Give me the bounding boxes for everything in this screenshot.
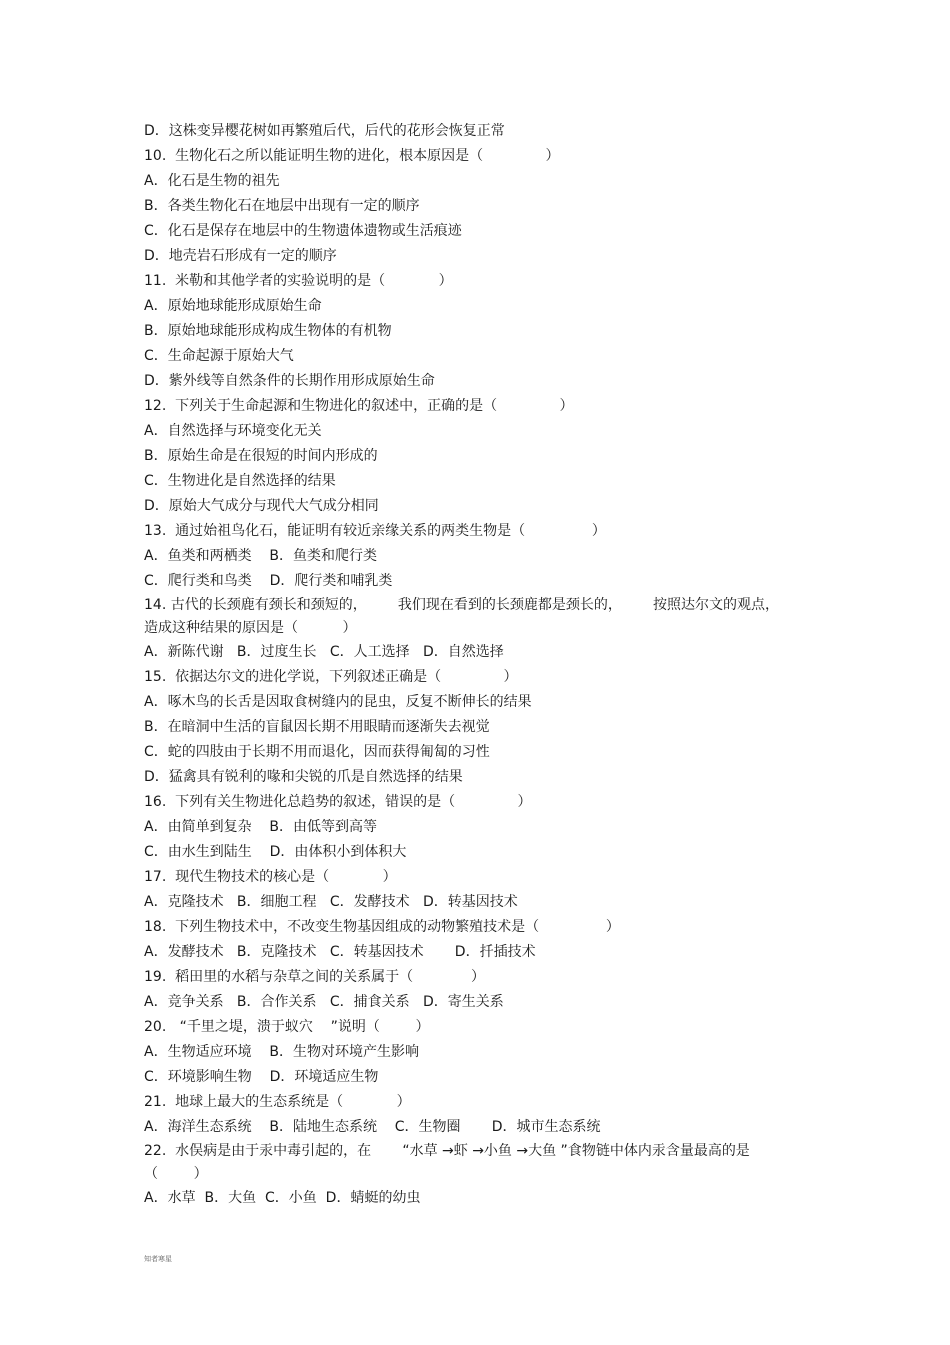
- option-line: A．克隆技术 B．细胞工程 C．发酵技术 D．转基因技术: [144, 894, 518, 910]
- question-line: 17. 现代生物技术的核心是（ ）: [144, 869, 397, 885]
- option-line: A．发酵技术 B．克隆技术 C．转基因技术 D．扦插技术: [144, 944, 536, 960]
- question-line: 22. 水俣病是由于汞中毒引起的，在 “水草 →虾 →小鱼 →大鱼 ”食物链中体内汞含量最高的是: [144, 1143, 750, 1159]
- question-line: 21. 地球上最大的生态系统是（ ）: [144, 1094, 411, 1110]
- option-line: A．鱼类和两栖类 B．鱼类和爬行类: [144, 548, 377, 564]
- option-line: A．自然选择与环境变化无关: [144, 423, 322, 439]
- text-line: D．这株变异樱花树如再繁殖后代，后代的花形会恢复正常: [144, 123, 505, 139]
- page-footer: 知者寒星: [144, 1255, 172, 1263]
- option-line: A．由简单到复杂 B．由低等到高等: [144, 819, 377, 835]
- question-line: 12. 下列关于生命起源和生物进化的叙述中，正确的是（ ）: [144, 398, 574, 414]
- option-line: B．在暗洞中生活的盲鼠因长期不用眼睛而逐渐失去视觉: [144, 719, 490, 735]
- option-line: C．蛇的四肢由于长期不用而退化，因而获得匍匐的习性: [144, 744, 490, 760]
- question-line: 14. 古代的长颈鹿有颈长和颈短的， 我们现在看到的长颈鹿都是颈长的， 按照达尔文的观点，: [144, 597, 780, 613]
- question-line: 13. 通过始祖鸟化石，能证明有较近亲缘关系的两类生物是（ ）: [144, 523, 606, 539]
- option-line: B．原始地球能形成构成生物体的有机物: [144, 323, 392, 339]
- question-text-block: [144, 119, 804, 1211]
- option-line: A．新陈代谢 B．过度生长 C．人工选择 D．自然选择: [144, 644, 504, 660]
- question-line: 11. 米勒和其他学者的实验说明的是（ ）: [144, 273, 453, 289]
- question-line: 15. 依据达尔文的进化学说，下列叙述正确是（ ）: [144, 669, 518, 685]
- option-line: D．地壳岩石形成有一定的顺序: [144, 248, 337, 264]
- option-line: B．各类生物化石在地层中出现有一定的顺序: [144, 198, 420, 214]
- question-line: 10. 生物化石之所以能证明生物的进化，根本原因是（ ）: [144, 148, 560, 164]
- option-line: C．化石是保存在地层中的生物遗体遗物或生活痕迹: [144, 223, 462, 239]
- option-line: C．由水生到陆生 D．由体积小到体积大: [144, 844, 407, 860]
- question-line-continued: 造成这种结果的原因是（ ）: [144, 620, 357, 636]
- option-line: A．水草 B．大鱼 C．小鱼 D．蜻蜓的幼虫: [144, 1190, 421, 1206]
- option-line: D．猛禽具有锐利的喙和尖锐的爪是自然选择的结果: [144, 769, 463, 785]
- question-line-continued: （ ）: [144, 1166, 208, 1182]
- option-line: A．海洋生态系统 B．陆地生态系统 C．生物圈 D．城市生态系统: [144, 1119, 601, 1135]
- option-line: A．化石是生物的祖先: [144, 173, 280, 189]
- question-line: 19. 稻田里的水稻与杂草之间的关系属于（ ）: [144, 969, 486, 985]
- option-line: A．生物适应环境 B．生物对环境产生影响: [144, 1044, 419, 1060]
- option-line: C．环境影响生物 D．环境适应生物: [144, 1069, 379, 1085]
- option-line: D．原始大气成分与现代大气成分相同: [144, 498, 379, 514]
- question-line: 16. 下列有关生物进化总趋势的叙述，错误的是（ ）: [144, 794, 532, 810]
- option-line: C．生物进化是自然选择的结果: [144, 473, 336, 489]
- option-line: A．啄木鸟的长舌是因取食树缝内的昆虫，反复不断伸长的结果: [144, 694, 532, 710]
- option-line: D．紫外线等自然条件的长期作用形成原始生命: [144, 373, 435, 389]
- option-line: B．原始生命是在很短的时间内形成的: [144, 448, 378, 464]
- option-line: C．生命起源于原始大气: [144, 348, 294, 364]
- question-line: 18. 下列生物技术中，不改变生物基因组成的动物繁殖技术是（ ）: [144, 919, 620, 935]
- option-line: A．原始地球能形成原始生命: [144, 298, 322, 314]
- option-line: A．竞争关系 B．合作关系 C．捕食关系 D．寄生关系: [144, 994, 504, 1010]
- question-line: 20. “千里之堤，溃于蚁穴 ”说明（ ）: [144, 1019, 430, 1035]
- option-line: C．爬行类和鸟类 D．爬行类和哺乳类: [144, 573, 393, 589]
